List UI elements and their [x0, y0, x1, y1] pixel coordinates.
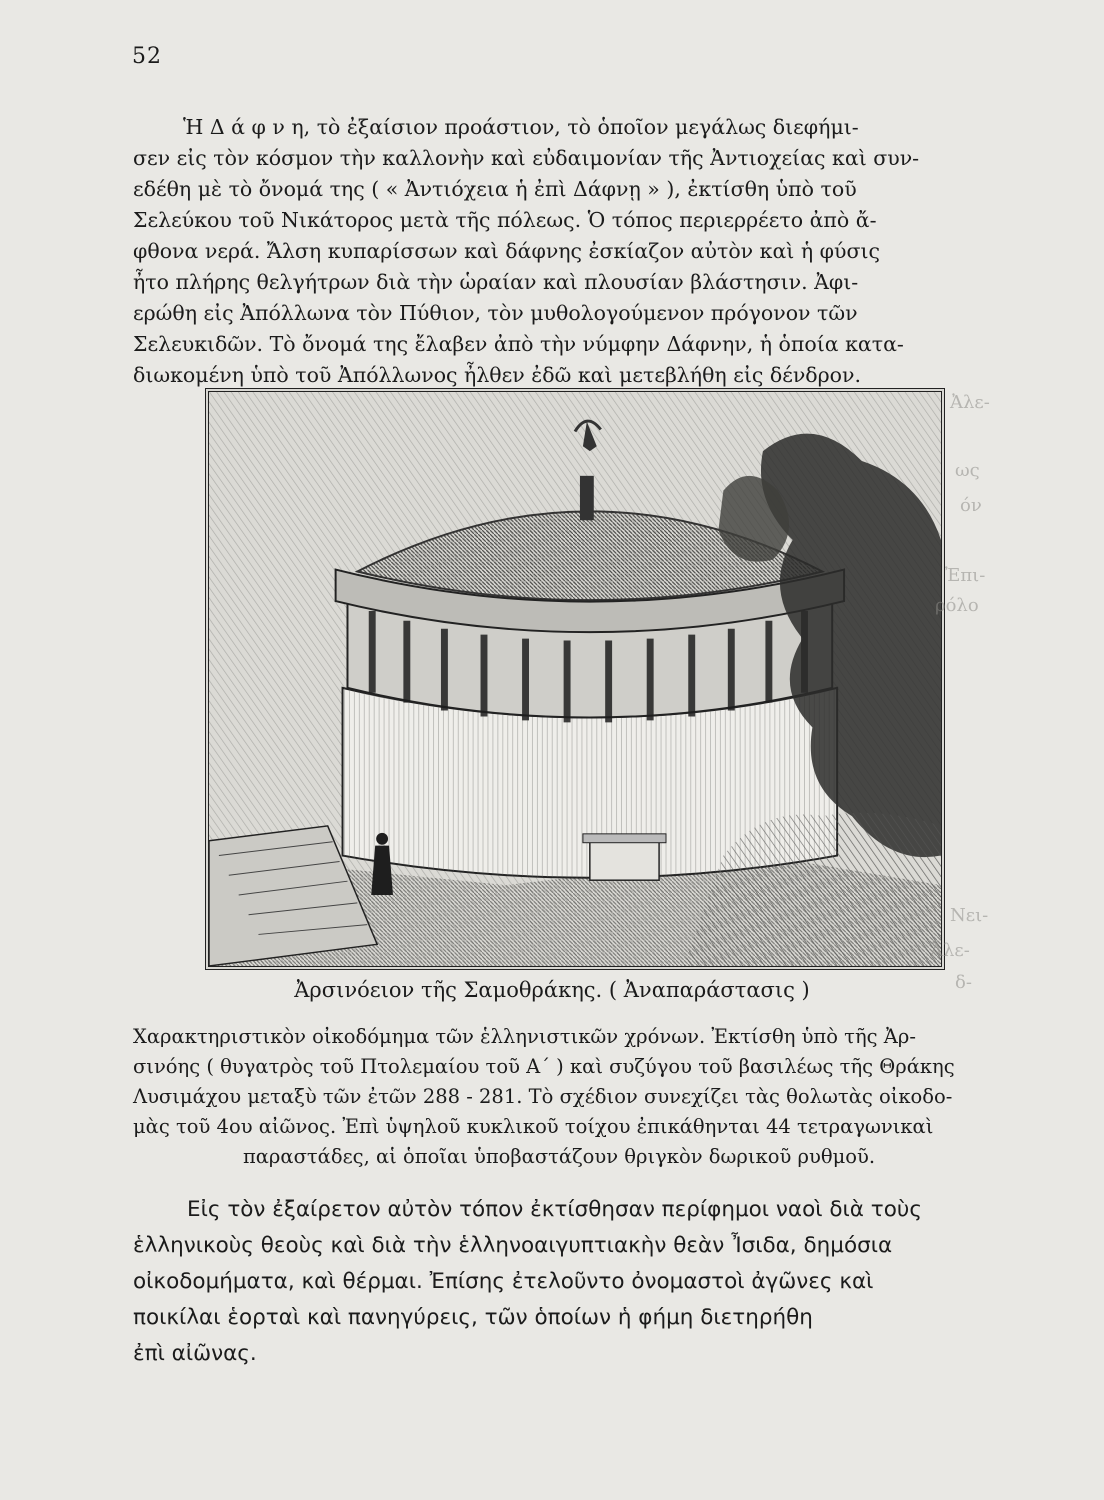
page-number: 52	[132, 44, 162, 69]
paragraph-temples	[133, 1192, 985, 1372]
text-line: ερώθη εἰς Ἀπόλλωνα τὸν Πύθιον, τὸν μυθολογούμενον πρόγονον τῶν	[133, 301, 858, 325]
figure-caption	[133, 1022, 985, 1172]
text-line: Εἰς τὸν ἐξαίρετον αὐτὸν τόπον ἐκτίσθησαν περίφημοι ναοὶ διὰ τοὺς	[187, 1197, 922, 1222]
caption-line: Λυσιμάχου μεταξὺ τῶν ἐτῶν 288 - 281. Τὸ σχέδιον συνεχίζει τὰς θολωτὰς οἰκοδο-	[133, 1085, 953, 1108]
text-line: ἑλληνικοὺς θεοὺς καὶ διὰ τὴν ἑλληνοαιγυπτιακὴν θεὰν Ἶσιδα, δημόσια	[133, 1233, 893, 1258]
caption-line: Χαρακτηριστικὸν οἰκοδόμημα τῶν ἑλληνιστικῶν χρόνων. Ἐκτίσθη ὑπὸ τῆς Ἀρ-	[133, 1025, 916, 1048]
bleed-through-text: Νει-	[950, 905, 989, 926]
text-line: σεν εἰς τὸν κόσμον τὴν καλλονὴν καὶ εὐδαιμονίαν τῆς Ἀντιοχείας καὶ συν-	[133, 146, 920, 170]
bleed-through-text: Ἀλε-	[930, 940, 970, 961]
bleed-through-text: δ-	[955, 972, 972, 993]
text-line: εδέθη μὲ τὸ ὄνομά της ( « Ἀντιόχεια ἡ ἐπὶ Δάφνῃ » ), ἐκτίσθη ὑπὸ τοῦ	[133, 177, 857, 201]
bleed-through-text: όν	[960, 495, 982, 516]
caption-line: σινόης ( θυγατρὸς τοῦ Πτολεμαίου τοῦ Α΄ ) καὶ συζύγου τοῦ βασιλέως τῆς Θράκης	[133, 1055, 955, 1078]
text-line: οἰκοδομήματα, καὶ θέρμαι. Ἐπίσης ἐτελοῦντο ὀνομαστοὶ ἀγῶνες καὶ	[133, 1269, 874, 1294]
text-line: ἐπὶ αἰῶνας.	[133, 1341, 257, 1366]
caption-line: μὰς τοῦ 4ου αἰῶνος. Ἐπὶ ὑψηλοῦ κυκλικοῦ τοίχου ἐπικάθηνται 44 τετραγωνικαὶ	[133, 1115, 934, 1138]
text-line: Σελευκιδῶν. Τὸ ὄνομά της ἔλαβεν ἀπὸ τὴν νύμφην Δάφνην, ἡ ὁποία κατα-	[133, 332, 904, 356]
caption-line: παραστάδες, αἱ ὁποῖαι ὑποβαστάζουν θριγκὸν δωρικοῦ ρυθμοῦ.	[242, 1145, 876, 1168]
engraving-image	[209, 392, 941, 966]
bleed-through-text: ως	[955, 460, 980, 481]
text-line: Σελεύκου τοῦ Νικάτορος μετὰ τῆς πόλεως. Ὁ τόπος περιερρέετο ἀπὸ ἄ-	[133, 208, 877, 232]
arsinoeion-illustration	[205, 388, 945, 970]
paragraph-daphne	[133, 112, 985, 391]
bleed-through-text: Ἐπι-	[945, 565, 986, 586]
text-line: Ἡ Δ ά φ ν η, τὸ ἐξαίσιον προάστιον, τὸ ὁποῖον μεγάλως διεφήμι-	[183, 115, 859, 139]
text-line: διωκομένη ὑπὸ τοῦ Ἀπόλλωνος ἦλθεν ἐδῶ καὶ μετεβλήθη εἰς δένδρον.	[133, 363, 862, 387]
text-line: ἦτο πλήρης θελγήτρων διὰ τὴν ὡραίαν καὶ πλουσίαν βλάστησιν. Ἀφι-	[133, 270, 859, 294]
figure-title: Ἀρσινόειον τῆς Σαμοθράκης. ( Ἀναπαράστασις )	[294, 978, 810, 1002]
text-line: φθονα νερά. Ἄλση κυπαρίσσων καὶ δάφνης ἐσκίαζον αὐτὸν καὶ ἡ φύσις	[133, 239, 880, 263]
bleed-through-text: ρόλο	[935, 595, 979, 616]
bleed-through-text: Ἀλε-	[950, 392, 990, 413]
text-line: ποικίλαι ἑορταὶ καὶ πανηγύρεις, τῶν ὁποίων ἡ φήμη διετηρήθη	[133, 1305, 813, 1330]
